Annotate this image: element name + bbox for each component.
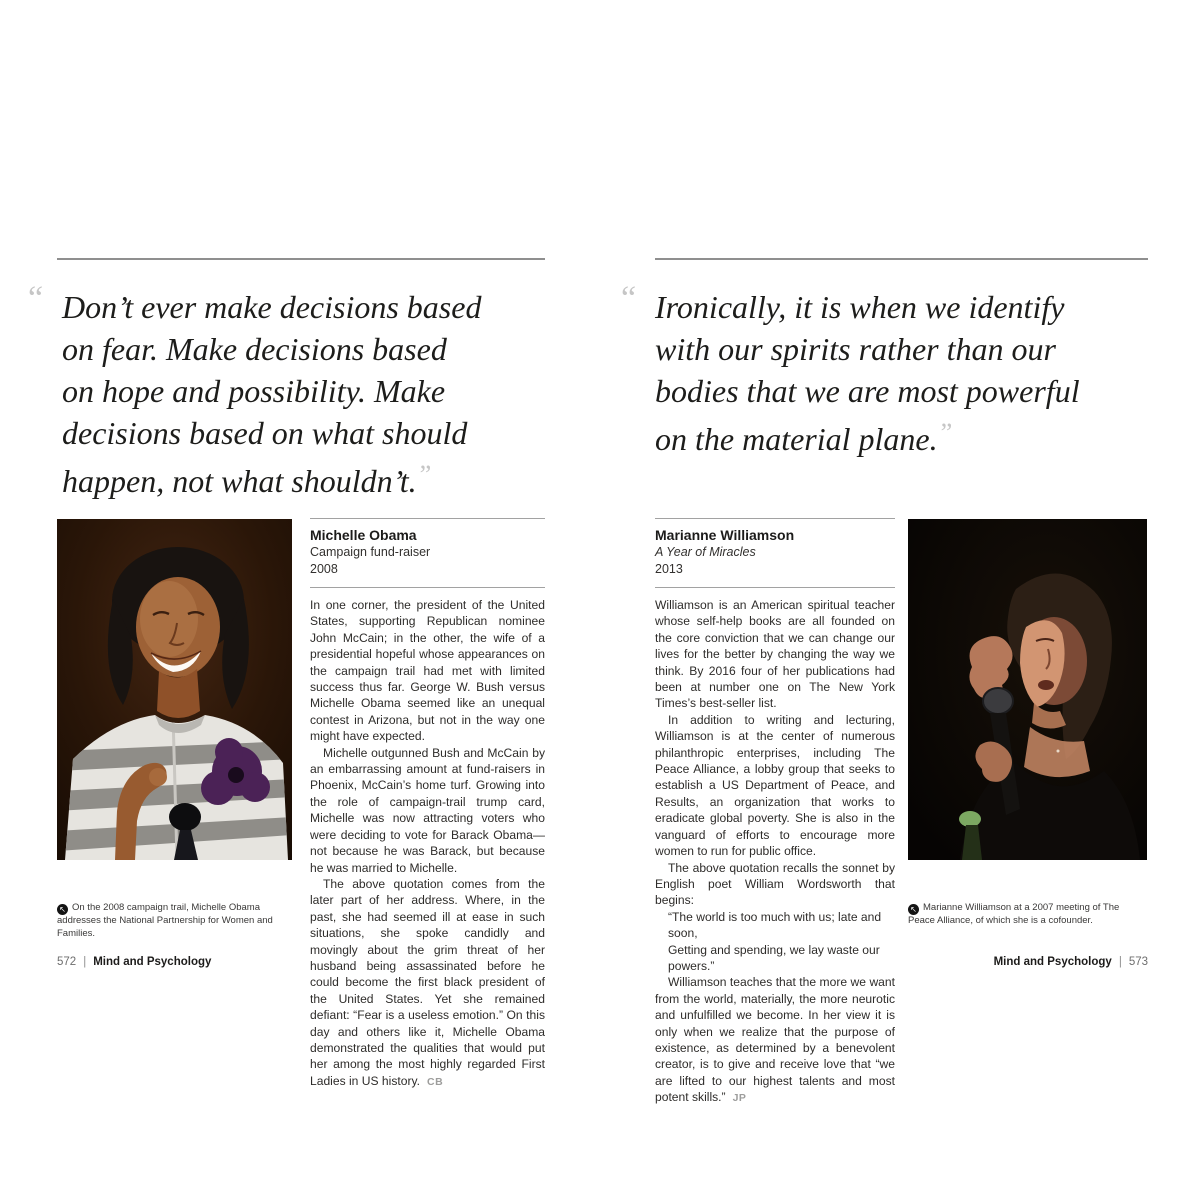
quote-line [655,412,1148,460]
body-paragraph: In addition to writing and lecturing, Williamson is at the center of numerous philanthropic enterprises, including The Peace Alliance, a lobby group that seeks to establish a US Department of Peace, and Results, an organization that works to eradicate global poverty. She is also in the vanguard of efforts to encourage more women to run for public office. [655,712,895,859]
left-text-column [310,518,545,1090]
article-body-left [310,597,545,1090]
open-quote-icon: “ [28,280,42,317]
body-paragraph-text: The above quotation comes from the later part of her address. Where, in the past, she had seemed ill at ease in such situations, she spoke candidly and movingly about the grim threat of her husband being assassinated before he could become the first black president of the United States. Yet she remained defiant: “Fear is a useless emotion.” On this day and others like it, Michelle Obama demonstrated the qualities that would put her among the most highly regarded First Ladies in US history. [310,876,545,1088]
article-body-right [655,597,895,1107]
quote-line: on hope and possibility. Make [62,373,446,409]
close-quote-icon: ” [419,460,430,489]
footer-divider: | [1118,956,1122,968]
body-paragraph [310,876,545,1090]
close-quote-icon: ” [940,418,951,447]
right-photo-column [908,519,1147,928]
body-paragraph [655,974,895,1106]
verse-line: Getting and spending, we lay waste our powers.” [668,942,880,973]
body-paragraph-text: Williamson teaches that the more we want from the world, materially, the more neurotic and unfulfilled we become. In her view it is only when we realize that the purpose of existence, as determined by a benevolent creator, is to give and receive love that “we are lifted to our highest talents and most potent skills.” [655,975,895,1105]
left-photo-column [57,519,292,940]
pull-quote-left [28,280,545,502]
quote-source-work: A Year of Miracles [655,545,756,559]
body-paragraph: Michelle outgunned Bush and McCain by an embarrassing amount at fund-raisers in Phoenix, McCain’s home turf. Growing into the role of campaign-trail trump card, Michelle was now attracting voters who were deciding to vote for Barack Obama—not because he was Barack, but because he was married to Michelle. [310,745,545,875]
page-top-rule [655,258,1148,260]
quote-line: decisions based on what should [62,415,468,451]
photo-caption-right [908,902,1147,928]
quote-line [62,454,545,502]
quote-context: Campaign fund-raiser [310,545,431,559]
section-title: Mind and Psychology [993,956,1112,968]
quote-year: 2013 [655,562,683,576]
body-paragraph: The above quotation recalls the sonnet by English poet William Wordsworth that begins: [655,860,895,908]
photo-caption-text: Marianne Williamson at a 2007 meeting of The Peace Alliance, of which she is a cofounder. [908,902,1120,926]
attribution-right [655,518,895,588]
photo-credit-icon: ↖ [57,904,68,915]
quote-line: on fear. Make decisions based [62,331,447,367]
footer-left [57,956,211,968]
quote-author: Marianne Williamson [655,527,795,543]
footer-right [994,956,1148,968]
quote-line-text: happen, not what shouldn’t. [62,463,417,500]
section-title: Mind and Psychology [93,956,212,968]
footer-divider: | [83,956,87,968]
open-quote-icon: “ [621,280,635,317]
quote-line: with our spirits rather than our [655,331,1056,367]
verse-line: “The world is too much with us; late and soon, [668,909,882,941]
quote-line: bodies that we are most powerful [655,373,1080,409]
right-text-column [655,518,895,1107]
page-top-rule [57,258,545,260]
marianne-williamson-photo [908,519,1147,860]
author-initials: CB [427,1075,444,1088]
body-paragraph: Williamson is an American spiritual teacher whose self-help books are all founded on the core conviction that we can change our lives for the better by changing the way we think. By 2016 four of her publications had been at number one on The New York Times’s best-seller list. [655,598,895,711]
attribution-left [310,518,545,588]
quote-author: Michelle Obama [310,527,417,543]
body-paragraph: In one corner, the president of the United States, supporting Republican nominee John McCain; in the other, the wife of a presidential hopeful whose appearances on the campaign trail had met with limited success thus far. George W. Bush versus Michelle Obama seemed like an unequal contest in Arizona, but not in the way one might have expected. [310,598,545,744]
photo-caption-text: On the 2008 campaign trail, Michelle Obama addresses the National Partnership for Women and Families. [57,902,273,939]
pull-quote-right [621,280,1148,460]
quote-line: Ironically, it is when we identify [655,289,1065,325]
page-number-left: 572 [57,956,77,968]
photo-caption-left [57,902,292,940]
photo-credit-icon: ↖ [908,904,919,915]
quote-year: 2008 [310,562,338,576]
quote-line: Don’t ever make decisions based [62,289,482,325]
quote-line-text: on the material plane. [655,421,938,458]
michelle-obama-photo [57,519,292,860]
author-initials: JP [732,1092,747,1105]
page-number-right: 573 [1128,956,1148,968]
